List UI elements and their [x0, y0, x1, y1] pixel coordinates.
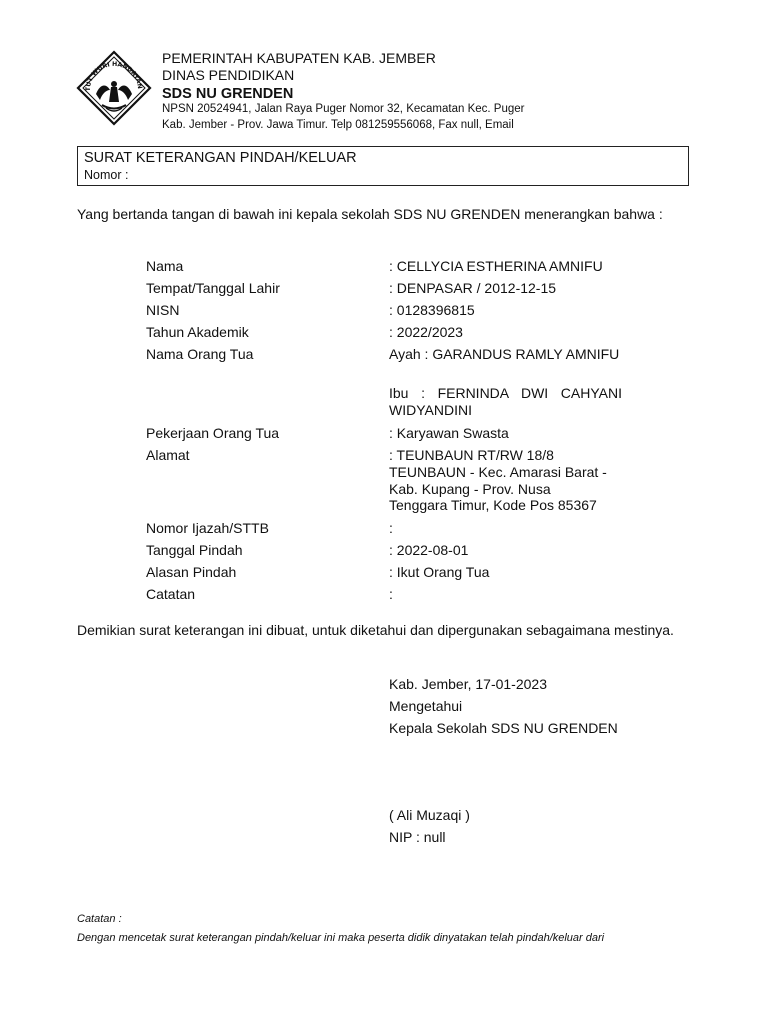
field-label-nama: Nama	[146, 258, 184, 274]
field-label-ijazah: Nomor Ijazah/STTB	[146, 520, 269, 536]
header-school-name: SDS NU GRENDEN	[162, 86, 294, 102]
signature-place-date: Kab. Jember, 17-01-2023	[389, 676, 547, 692]
field-value-nisn: : 0128396815	[389, 302, 475, 318]
signature-nip: NIP : null	[389, 829, 446, 845]
field-value-tahun: : 2022/2023	[389, 324, 463, 340]
field-value-alamat-line-4: Tenggara Timur, Kode Pos 85367	[389, 497, 597, 513]
field-value-pekerjaan: : Karyawan Swasta	[389, 425, 509, 441]
header-department: DINAS PENDIDIKAN	[162, 67, 295, 83]
field-label-pekerjaan: Pekerjaan Orang Tua	[146, 425, 280, 441]
signature-position: Kepala Sekolah SDS NU GRENDEN	[389, 720, 618, 736]
field-label-nisn: NISN	[146, 302, 180, 318]
field-value-alasan: : Ikut Orang Tua	[389, 564, 490, 580]
closing-paragraph: Demikian surat keterangan ini dibuat, untuk diketahui dan dipergunakan sebagaimana mestinya.	[77, 622, 674, 638]
field-value-alamat-line-1: : TEUNBAUN RT/RW 18/8	[389, 447, 554, 463]
field-value-ijazah: :	[389, 520, 393, 536]
title-box	[77, 146, 689, 186]
field-label-alamat: Alamat	[146, 447, 190, 463]
field-label-tahun: Tahun Akademik	[146, 324, 249, 340]
intro-paragraph: Yang bertanda tangan di bawah ini kepala sekolah SDS NU GRENDEN menerangkan bahwa :	[77, 206, 663, 222]
document-number: Nomor :	[84, 168, 129, 182]
document-title: SURAT KETERANGAN PINDAH/KELUAR	[84, 150, 357, 166]
field-label-alasan: Alasan Pindah	[146, 564, 237, 580]
field-value-nama: : CELLYCIA ESTHERINA AMNIFU	[389, 258, 603, 274]
header-contact: Kab. Jember - Prov. Jawa Timur. Telp 081259556068, Fax null, Email	[162, 119, 514, 131]
field-value-tanggal-pindah: : 2022-08-01	[389, 542, 469, 558]
field-value-ibu: Ibu : FERNINDA DWI CAHYANI WIDYANDINI	[389, 385, 622, 418]
signature-name: ( Ali Muzaqi )	[389, 807, 470, 823]
footnote-text: Dengan mencetak surat keterangan pindah/keluar ini maka peserta didik dinyatakan telah pindah/keluar dari	[77, 932, 605, 944]
field-label-catatan: Catatan	[146, 586, 196, 602]
field-value-ttl: : DENPASAR / 2012-12-15	[389, 280, 557, 296]
header-address: NPSN 20524941, Jalan Raya Puger Nomor 32, Kecamatan Kec. Puger	[162, 103, 525, 115]
field-label-tanggal-pindah: Tanggal Pindah	[146, 542, 243, 558]
header-government: PEMERINTAH KABUPATEN KAB. JEMBER	[162, 50, 436, 66]
signature-acknowledged: Mengetahui	[389, 698, 463, 714]
field-value-alamat-line-3: Kab. Kupang - Prov. Nusa	[389, 481, 551, 497]
field-label-ttl: Tempat/Tanggal Lahir	[146, 280, 280, 296]
svg-text:TUT WURI HANDAYANI: TUT WURI HANDAYAN	[84, 60, 144, 92]
field-label-orang-tua: Nama Orang Tua	[146, 346, 254, 362]
field-value-alamat-line-2: TEUNBAUN - Kec. Amarasi Barat -	[389, 464, 607, 480]
tut-wuri-handayani-logo-icon	[76, 50, 152, 126]
field-value-catatan: :	[389, 586, 393, 602]
field-value-ayah: Ayah : GARANDUS RAMLY AMNIFU	[389, 346, 620, 362]
footnote-label: Catatan :	[77, 913, 122, 925]
